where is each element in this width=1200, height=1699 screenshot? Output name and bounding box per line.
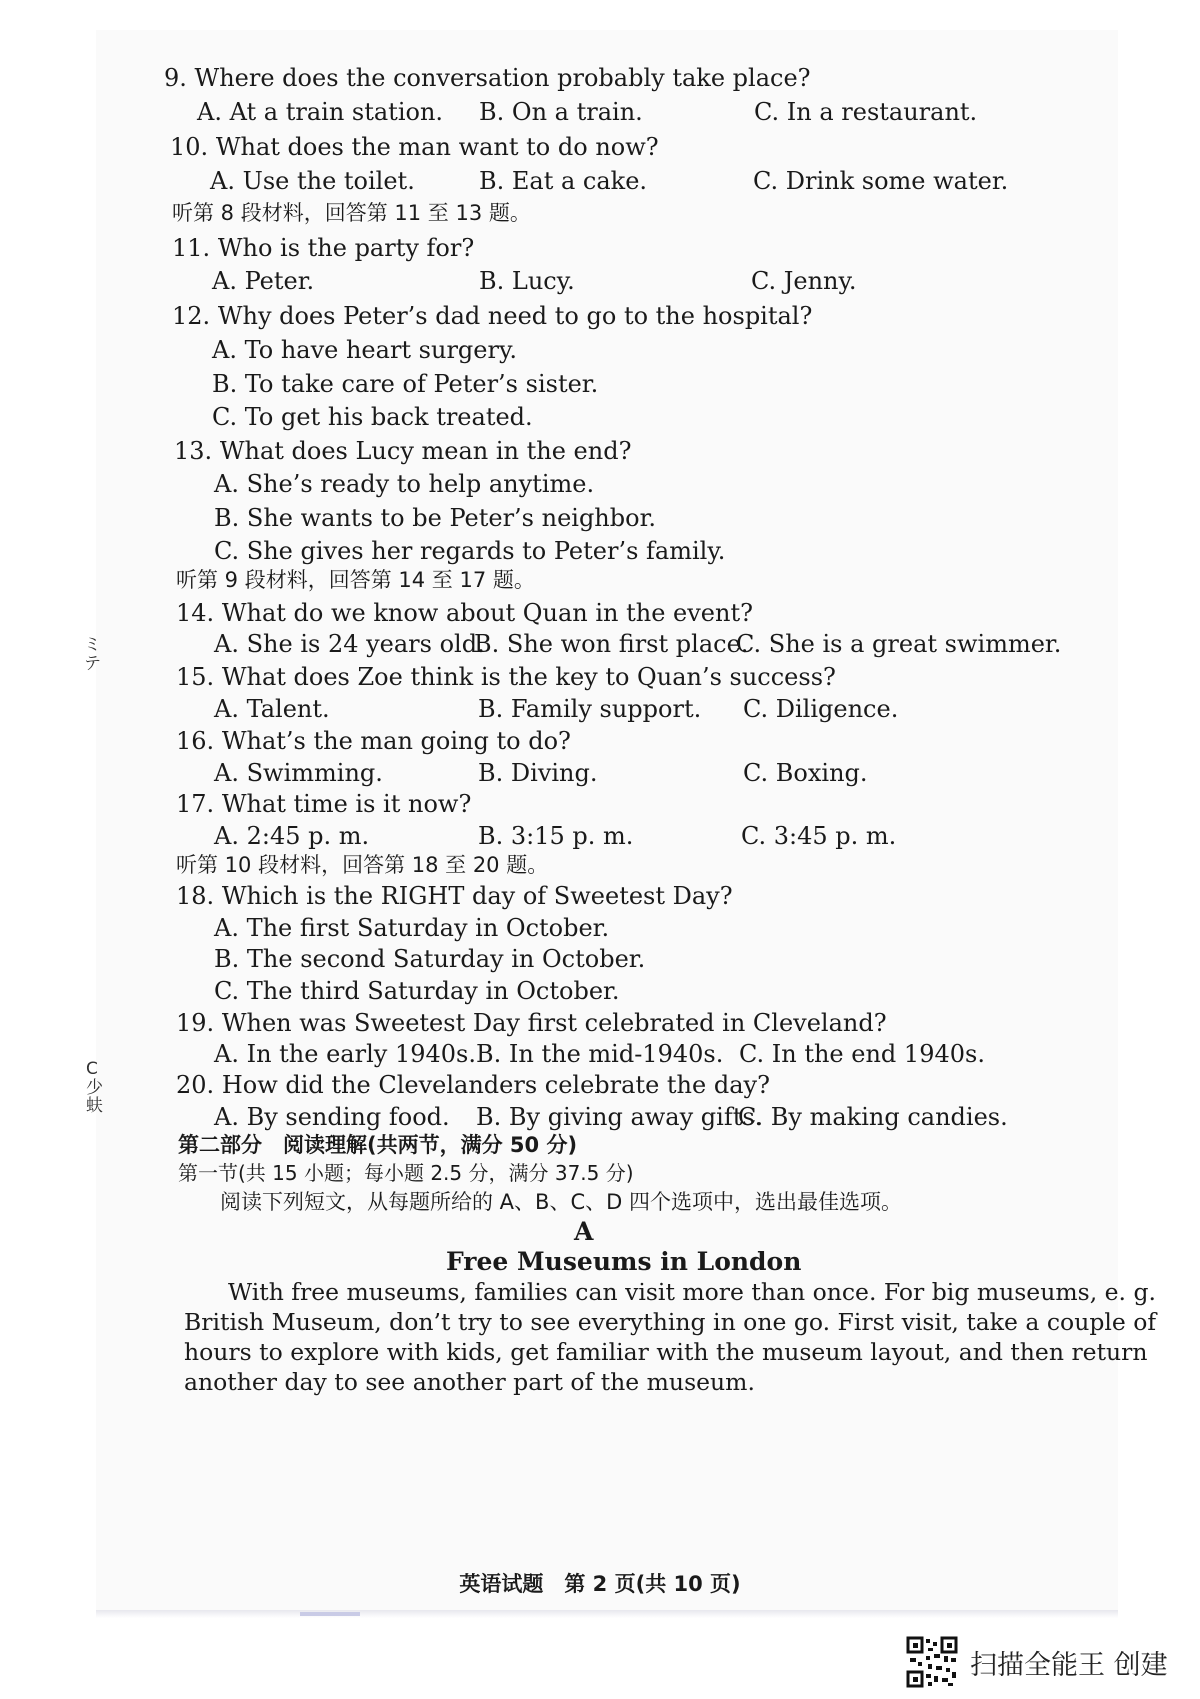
option-15a: A. Talent. bbox=[214, 695, 330, 723]
question-number: 18. bbox=[176, 882, 215, 910]
option-9c: C. In a restaurant. bbox=[754, 98, 978, 126]
question-stem: When was Sweetest Day first celebrated in Cleveland? bbox=[221, 1009, 887, 1037]
option-18b: B. The second Saturday in October. bbox=[214, 945, 646, 973]
question-stem: How did the Clevelanders celebrate the day? bbox=[221, 1071, 770, 1099]
option-13b: B. She wants to be Peter’s neighbor. bbox=[214, 504, 657, 532]
passage-line: With free museums, families can visit more than once. For big museums, e. g. bbox=[228, 1278, 1156, 1306]
question-number: 10. bbox=[170, 133, 209, 161]
option-13c: C. She gives her regards to Peter’s family. bbox=[214, 537, 726, 565]
option-12b: B. To take care of Peter’s sister. bbox=[212, 370, 599, 398]
question-number: 14. bbox=[176, 599, 215, 627]
question-14 bbox=[176, 601, 753, 625]
question-stem: What does Zoe think is the key to Quan’s success? bbox=[221, 663, 836, 691]
option-13a: A. She’s ready to help anytime. bbox=[214, 470, 595, 498]
option-18c: C. The third Saturday in October. bbox=[214, 977, 620, 1005]
option-17c: C. 3:45 p. m. bbox=[741, 822, 897, 850]
question-number: 20. bbox=[176, 1071, 215, 1099]
question-stem: What does Lucy mean in the end? bbox=[219, 437, 632, 465]
passage-line: hours to explore with kids, get familiar with the museum layout, and then return bbox=[184, 1338, 1148, 1366]
option-14b: B. She won first place. bbox=[474, 630, 749, 658]
question-number: 13. bbox=[174, 437, 213, 465]
page-fold bbox=[96, 1610, 1118, 1618]
scanner-watermark bbox=[906, 1636, 1168, 1688]
question-12 bbox=[172, 304, 812, 328]
footer-text: 英语试题 第 2 页(共 10 页) bbox=[459, 1572, 741, 1596]
question-13 bbox=[174, 439, 631, 463]
question-stem: What time is it now? bbox=[221, 790, 472, 818]
question-9 bbox=[164, 66, 811, 90]
option-19c: C. In the end 1940s. bbox=[739, 1040, 985, 1068]
page-footer bbox=[0, 1568, 1200, 1598]
option-14c: C. She is a great swimmer. bbox=[736, 630, 1062, 658]
passage-label: A bbox=[574, 1217, 594, 1246]
question-stem: Which is the RIGHT day of Sweetest Day? bbox=[221, 882, 733, 910]
question-number: 15. bbox=[176, 663, 215, 691]
instruction-material-9: 听第 9 段材料，回答第 14 至 17 题。 bbox=[176, 568, 535, 592]
option-17b: B. 3:15 p. m. bbox=[478, 822, 634, 850]
option-10c: C. Drink some water. bbox=[753, 167, 1009, 195]
instruction-material-10: 听第 10 段材料，回答第 18 至 20 题。 bbox=[176, 853, 549, 877]
question-19 bbox=[176, 1011, 887, 1035]
question-stem: What’s the man going to do? bbox=[221, 727, 571, 755]
question-18 bbox=[176, 884, 733, 908]
option-17a: A. 2:45 p. m. bbox=[214, 822, 370, 850]
option-9a: A. At a train station. bbox=[197, 98, 444, 126]
question-number: 17. bbox=[176, 790, 215, 818]
scanner-label: 扫描全能王 创建 bbox=[970, 1649, 1168, 1681]
option-20a: A. By sending food. bbox=[214, 1103, 450, 1131]
qr-code-icon bbox=[906, 1636, 958, 1688]
question-number: 16. bbox=[176, 727, 215, 755]
option-11a: A. Peter. bbox=[212, 267, 315, 295]
question-number: 9. bbox=[164, 64, 187, 92]
passage-line: British Museum, don’t try to see everything in one go. First visit, take a couple of bbox=[184, 1308, 1157, 1336]
passage-title: Free Museums in London bbox=[446, 1247, 802, 1276]
question-stem: Why does Peter’s dad need to go to the hospital? bbox=[217, 302, 813, 330]
option-12c: C. To get his back treated. bbox=[212, 403, 533, 431]
question-number: 19. bbox=[176, 1009, 215, 1037]
question-10 bbox=[170, 135, 659, 159]
option-20c: C. By making candies. bbox=[738, 1103, 1008, 1131]
part-two-title: 第二部分 阅读理解(共两节，满分 50 分) bbox=[178, 1133, 578, 1157]
option-10b: B. Eat a cake. bbox=[479, 167, 648, 195]
question-20 bbox=[176, 1073, 770, 1097]
question-stem: Who is the party for? bbox=[217, 234, 475, 262]
option-19a: A. In the early 1940s. bbox=[214, 1040, 476, 1068]
option-18a: A. The first Saturday in October. bbox=[214, 914, 610, 942]
question-stem: What does the man want to do now? bbox=[215, 133, 659, 161]
option-16a: A. Swimming. bbox=[214, 759, 383, 787]
option-19b: B. In the mid-1940s. bbox=[476, 1040, 724, 1068]
passage-line: another day to see another part of the museum. bbox=[184, 1368, 755, 1396]
option-16b: B. Diving. bbox=[478, 759, 598, 787]
scan-artifact bbox=[300, 1612, 360, 1616]
option-16c: C. Boxing. bbox=[743, 759, 868, 787]
question-number: 11. bbox=[172, 234, 211, 262]
instruction-material-8: 听第 8 段材料，回答第 11 至 13 题。 bbox=[172, 201, 531, 225]
option-14a: A. She is 24 years old. bbox=[214, 630, 485, 658]
option-12a: A. To have heart surgery. bbox=[212, 336, 517, 364]
option-11b: B. Lucy. bbox=[479, 267, 575, 295]
question-stem: Where does the conversation probably take place? bbox=[194, 64, 811, 92]
option-9b: B. On a train. bbox=[479, 98, 643, 126]
option-10a: A. Use the toilet. bbox=[210, 167, 415, 195]
question-15 bbox=[176, 665, 836, 689]
option-15b: B. Family support. bbox=[478, 695, 702, 723]
option-15c: C. Diligence. bbox=[743, 695, 899, 723]
question-stem: What do we know about Quan in the event? bbox=[221, 599, 753, 627]
margin-mark-upper: ミ テ bbox=[84, 635, 101, 674]
margin-mark-lower: C 少 蚨 bbox=[86, 1059, 103, 1117]
question-16 bbox=[176, 729, 571, 753]
option-11c: C. Jenny. bbox=[751, 267, 857, 295]
reading-directions: 阅读下列短文，从每题所给的 A、B、C、D 四个选项中，选出最佳选项。 bbox=[220, 1190, 902, 1214]
question-11 bbox=[172, 236, 474, 260]
section-one-heading: 第一节(共 15 小题；每小题 2.5 分，满分 37.5 分) bbox=[178, 1161, 634, 1185]
option-20b: B. By giving away gifts. bbox=[476, 1103, 763, 1131]
question-number: 12. bbox=[172, 302, 211, 330]
question-17 bbox=[176, 792, 471, 816]
